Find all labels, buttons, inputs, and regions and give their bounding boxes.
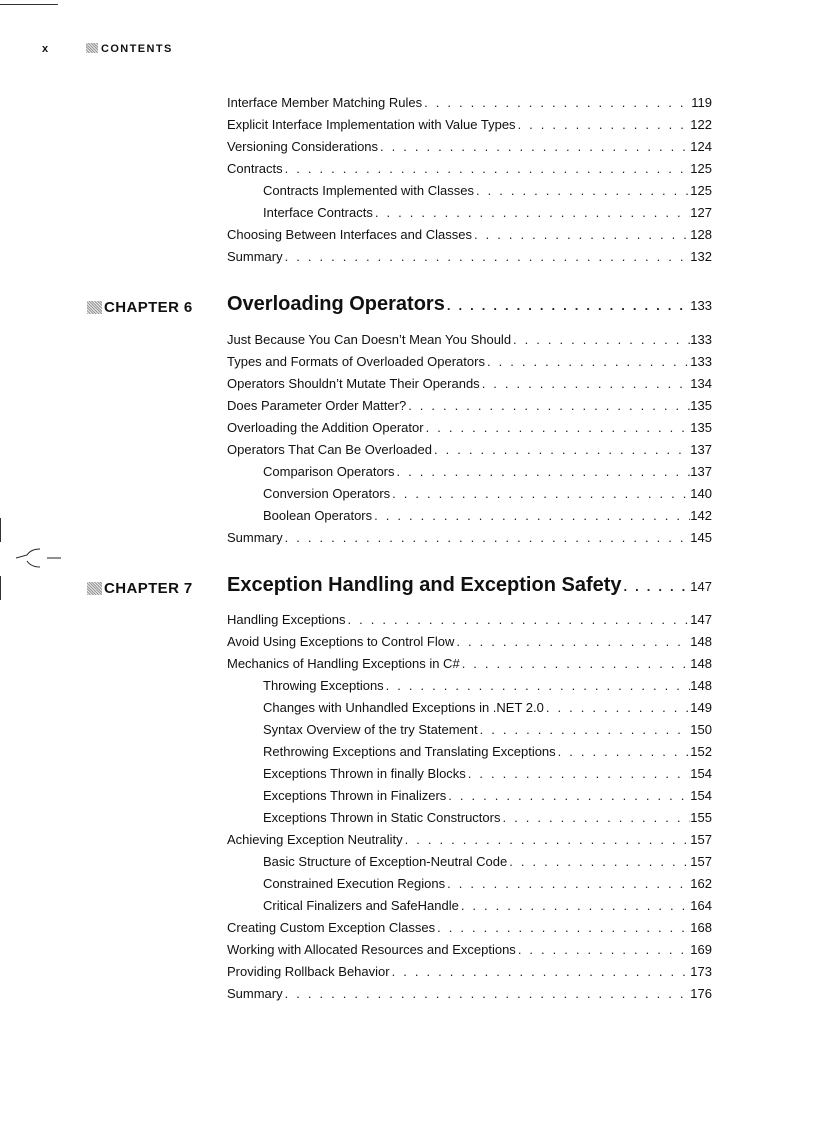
toc-entry-title: Just Because You Can Doesn’t Mean You Should bbox=[227, 332, 512, 347]
toc-entry-title: Exceptions Thrown in Finalizers bbox=[263, 788, 447, 803]
toc-entry[interactable] bbox=[227, 227, 712, 249]
toc-subentry[interactable] bbox=[263, 464, 712, 486]
toc-entry-title: Conversion Operators bbox=[263, 486, 391, 501]
dot-leader bbox=[507, 854, 690, 869]
toc-entry-title: Comparison Operators bbox=[263, 464, 395, 479]
dot-leader bbox=[466, 766, 691, 781]
toc-subentry[interactable] bbox=[263, 788, 712, 810]
dot-leader bbox=[516, 942, 690, 957]
toc-entry-title: Handling Exceptions bbox=[227, 612, 346, 627]
crop-mark-top bbox=[0, 0, 58, 5]
toc-entry-title: Constrained Execution Regions bbox=[263, 876, 446, 891]
toc-entry-page: 134 bbox=[690, 376, 712, 391]
toc-entry-title: Explicit Interface Implementation with Value Types bbox=[227, 117, 516, 132]
toc-entry-page: 150 bbox=[690, 722, 712, 737]
toc-entry[interactable] bbox=[227, 530, 712, 552]
toc-entry[interactable] bbox=[227, 420, 712, 442]
crop-mark-left-lower bbox=[0, 576, 1, 600]
dot-leader bbox=[474, 183, 690, 198]
toc-subentry[interactable] bbox=[263, 700, 712, 722]
toc-entry-page: 157 bbox=[690, 854, 712, 869]
toc-entry-page: 135 bbox=[690, 420, 712, 435]
chapter-heading[interactable] bbox=[227, 574, 712, 604]
toc-entry-title: Choosing Between Interfaces and Classes bbox=[227, 227, 472, 242]
toc-entry-title: Critical Finalizers and SafeHandle bbox=[263, 898, 459, 913]
dot-leader bbox=[500, 810, 690, 825]
toc-entry-title: Operators Shouldn’t Mutate Their Operands bbox=[227, 376, 480, 391]
toc-entry-title: Boolean Operators bbox=[263, 508, 373, 523]
dot-leader bbox=[283, 530, 691, 545]
toc-subentry[interactable] bbox=[263, 876, 712, 898]
toc-entry-page: 148 bbox=[690, 656, 712, 671]
toc-entry-page: 152 bbox=[690, 744, 712, 759]
dot-leader bbox=[435, 920, 690, 935]
toc-entry-title: Does Parameter Order Matter? bbox=[227, 398, 407, 413]
toc-entry[interactable] bbox=[227, 612, 712, 634]
dot-leader bbox=[556, 744, 691, 759]
toc-entry-title: Summary bbox=[227, 986, 283, 1001]
dot-leader bbox=[406, 398, 690, 413]
toc-entry-title: Exceptions Thrown in finally Blocks bbox=[263, 766, 466, 781]
toc-entry-page: 135 bbox=[690, 398, 712, 413]
toc-entry-title: Exceptions Thrown in Static Constructors bbox=[263, 810, 501, 825]
toc-entry-title: Summary bbox=[227, 249, 283, 264]
toc-entry-page: 176 bbox=[690, 986, 712, 1001]
toc-entry-title: Working with Allocated Resources and Exceptions bbox=[227, 942, 516, 957]
toc-entry-page: 169 bbox=[690, 942, 712, 957]
toc-subentry[interactable] bbox=[263, 205, 712, 227]
toc-entry-page: 148 bbox=[690, 678, 712, 693]
toc-entry-page: 137 bbox=[690, 442, 712, 457]
toc-entry-title: Basic Structure of Exception-Neutral Code bbox=[263, 854, 508, 869]
shade-marker-icon bbox=[86, 43, 98, 53]
toc-entry-title: Mechanics of Handling Exceptions in C# bbox=[227, 656, 460, 671]
toc-entry-page: 145 bbox=[690, 530, 712, 545]
dot-leader bbox=[446, 788, 690, 803]
chapter-page: 147 bbox=[690, 579, 712, 594]
dot-leader bbox=[373, 205, 690, 220]
toc-entry-title: Summary bbox=[227, 530, 283, 545]
dot-leader bbox=[384, 678, 691, 693]
dot-leader bbox=[283, 986, 691, 1001]
chapter-title: Overloading Operators bbox=[227, 293, 445, 315]
toc-entry[interactable] bbox=[227, 442, 712, 464]
dot-leader bbox=[472, 227, 690, 242]
toc-entry-page: 149 bbox=[690, 700, 712, 715]
dot-leader bbox=[390, 964, 691, 979]
section-title: CONTENTS bbox=[86, 43, 173, 55]
dot-leader bbox=[445, 876, 690, 891]
toc-entry-title: Interface Member Matching Rules bbox=[227, 95, 423, 110]
toc-entry-page: 122 bbox=[690, 117, 712, 132]
toc-entry[interactable] bbox=[227, 249, 712, 271]
chapter-page: 133 bbox=[690, 298, 712, 313]
dot-leader bbox=[516, 117, 691, 132]
toc-entry[interactable] bbox=[227, 832, 712, 854]
toc-entry-page: 162 bbox=[690, 876, 712, 891]
toc-entry-page: 154 bbox=[690, 766, 712, 781]
dot-leader bbox=[480, 376, 691, 391]
toc-entry-page: 119 bbox=[691, 95, 712, 110]
dot-leader bbox=[424, 420, 691, 435]
toc-entry[interactable] bbox=[227, 117, 712, 139]
dot-leader bbox=[422, 95, 691, 110]
dot-leader bbox=[403, 832, 691, 847]
toc-entry-title: Interface Contracts bbox=[263, 205, 373, 220]
registration-mark-icon bbox=[16, 546, 62, 570]
toc-entry-page: 168 bbox=[690, 920, 712, 935]
toc-entry-page: 148 bbox=[690, 634, 712, 649]
dot-leader bbox=[378, 139, 690, 154]
toc-entry-title: Overloading the Addition Operator bbox=[227, 420, 424, 435]
dot-leader bbox=[346, 612, 691, 627]
shade-marker-icon bbox=[87, 582, 102, 595]
chapter-label: CHAPTER 7 bbox=[87, 580, 193, 597]
toc-entry-page: 125 bbox=[690, 183, 712, 198]
toc-entry-page: 137 bbox=[690, 464, 712, 479]
toc-subentry[interactable] bbox=[263, 678, 712, 700]
toc-entry-title: Contracts Implemented with Classes bbox=[263, 183, 474, 198]
toc-entry-title: Achieving Exception Neutrality bbox=[227, 832, 403, 847]
toc-entry[interactable] bbox=[227, 920, 712, 942]
dot-leader bbox=[283, 249, 691, 264]
toc-entry-title: Avoid Using Exceptions to Control Flow bbox=[227, 634, 455, 649]
toc-entry-title: Throwing Exceptions bbox=[263, 678, 384, 693]
dot-leader bbox=[445, 298, 690, 313]
chapter-heading[interactable] bbox=[227, 293, 712, 323]
toc-entry-page: 128 bbox=[690, 227, 712, 242]
dot-leader bbox=[395, 464, 691, 479]
toc-entry-page: 133 bbox=[690, 332, 712, 347]
toc-entry-page: 132 bbox=[690, 249, 712, 264]
toc-subentry[interactable] bbox=[263, 854, 712, 876]
toc-entry-page: 142 bbox=[690, 508, 712, 523]
toc-entry[interactable] bbox=[227, 95, 712, 117]
toc-entry-title: Types and Formats of Overloaded Operators bbox=[227, 354, 485, 369]
dot-leader bbox=[372, 508, 690, 523]
toc-entry-page: 133 bbox=[690, 354, 712, 369]
page-number: x bbox=[42, 43, 50, 55]
shade-marker-icon bbox=[87, 301, 102, 314]
toc-entry-title: Creating Custom Exception Classes bbox=[227, 920, 436, 935]
toc-entry-page: 154 bbox=[690, 788, 712, 803]
toc-entry-title: Rethrowing Exceptions and Translating Exceptions bbox=[263, 744, 556, 759]
dot-leader bbox=[485, 354, 690, 369]
toc-entry-title: Changes with Unhandled Exceptions in .NET 2.0 bbox=[263, 700, 544, 715]
chapter-label: CHAPTER 6 bbox=[87, 299, 193, 316]
dot-leader bbox=[544, 700, 690, 715]
toc-entry-title: Syntax Overview of the try Statement bbox=[263, 722, 478, 737]
toc-entry-page: 157 bbox=[690, 832, 712, 847]
dot-leader bbox=[478, 722, 691, 737]
toc-entry-page: 173 bbox=[690, 964, 712, 979]
dot-leader bbox=[460, 656, 691, 671]
dot-leader bbox=[432, 442, 690, 457]
dot-leader bbox=[390, 486, 690, 501]
toc-subentry[interactable] bbox=[263, 744, 712, 766]
toc-entry-page: 164 bbox=[690, 898, 712, 913]
toc-entry[interactable] bbox=[227, 332, 712, 354]
toc-entry-title: Providing Rollback Behavior bbox=[227, 964, 390, 979]
toc-subentry[interactable] bbox=[263, 183, 712, 205]
toc-entry[interactable] bbox=[227, 986, 712, 1008]
toc-entry-title: Contracts bbox=[227, 161, 283, 176]
toc-entry[interactable] bbox=[227, 139, 712, 161]
chapter-title: Exception Handling and Exception Safety bbox=[227, 574, 622, 596]
dot-leader bbox=[622, 579, 691, 594]
toc-entry-page: 127 bbox=[690, 205, 712, 220]
dot-leader bbox=[454, 634, 690, 649]
toc-entry-title: Versioning Considerations bbox=[227, 139, 379, 154]
toc-entry-page: 124 bbox=[690, 139, 712, 154]
toc-entry-page: 155 bbox=[690, 810, 712, 825]
toc-entry[interactable] bbox=[227, 376, 712, 398]
toc-entry[interactable] bbox=[227, 161, 712, 183]
toc-subentry[interactable] bbox=[263, 810, 712, 832]
dot-leader bbox=[459, 898, 690, 913]
toc-subentry[interactable] bbox=[263, 766, 712, 788]
toc-entry[interactable] bbox=[227, 656, 712, 678]
toc-subentry[interactable] bbox=[263, 898, 712, 920]
toc-subentry[interactable] bbox=[263, 486, 712, 508]
toc-entry[interactable] bbox=[227, 398, 712, 420]
crop-mark-left-upper bbox=[0, 518, 1, 542]
toc-entry-page: 125 bbox=[690, 161, 712, 176]
dot-leader bbox=[283, 161, 691, 176]
toc-entry[interactable] bbox=[227, 634, 712, 656]
toc-entry-page: 140 bbox=[690, 486, 712, 501]
toc-entry[interactable] bbox=[227, 942, 712, 964]
toc-subentry[interactable] bbox=[263, 722, 712, 744]
toc-entry[interactable] bbox=[227, 354, 712, 376]
toc-entry-title: Operators That Can Be Overloaded bbox=[227, 442, 432, 457]
toc-entry-page: 147 bbox=[690, 612, 712, 627]
dot-leader bbox=[511, 332, 690, 347]
toc-entry[interactable] bbox=[227, 964, 712, 986]
toc-subentry[interactable] bbox=[263, 508, 712, 530]
